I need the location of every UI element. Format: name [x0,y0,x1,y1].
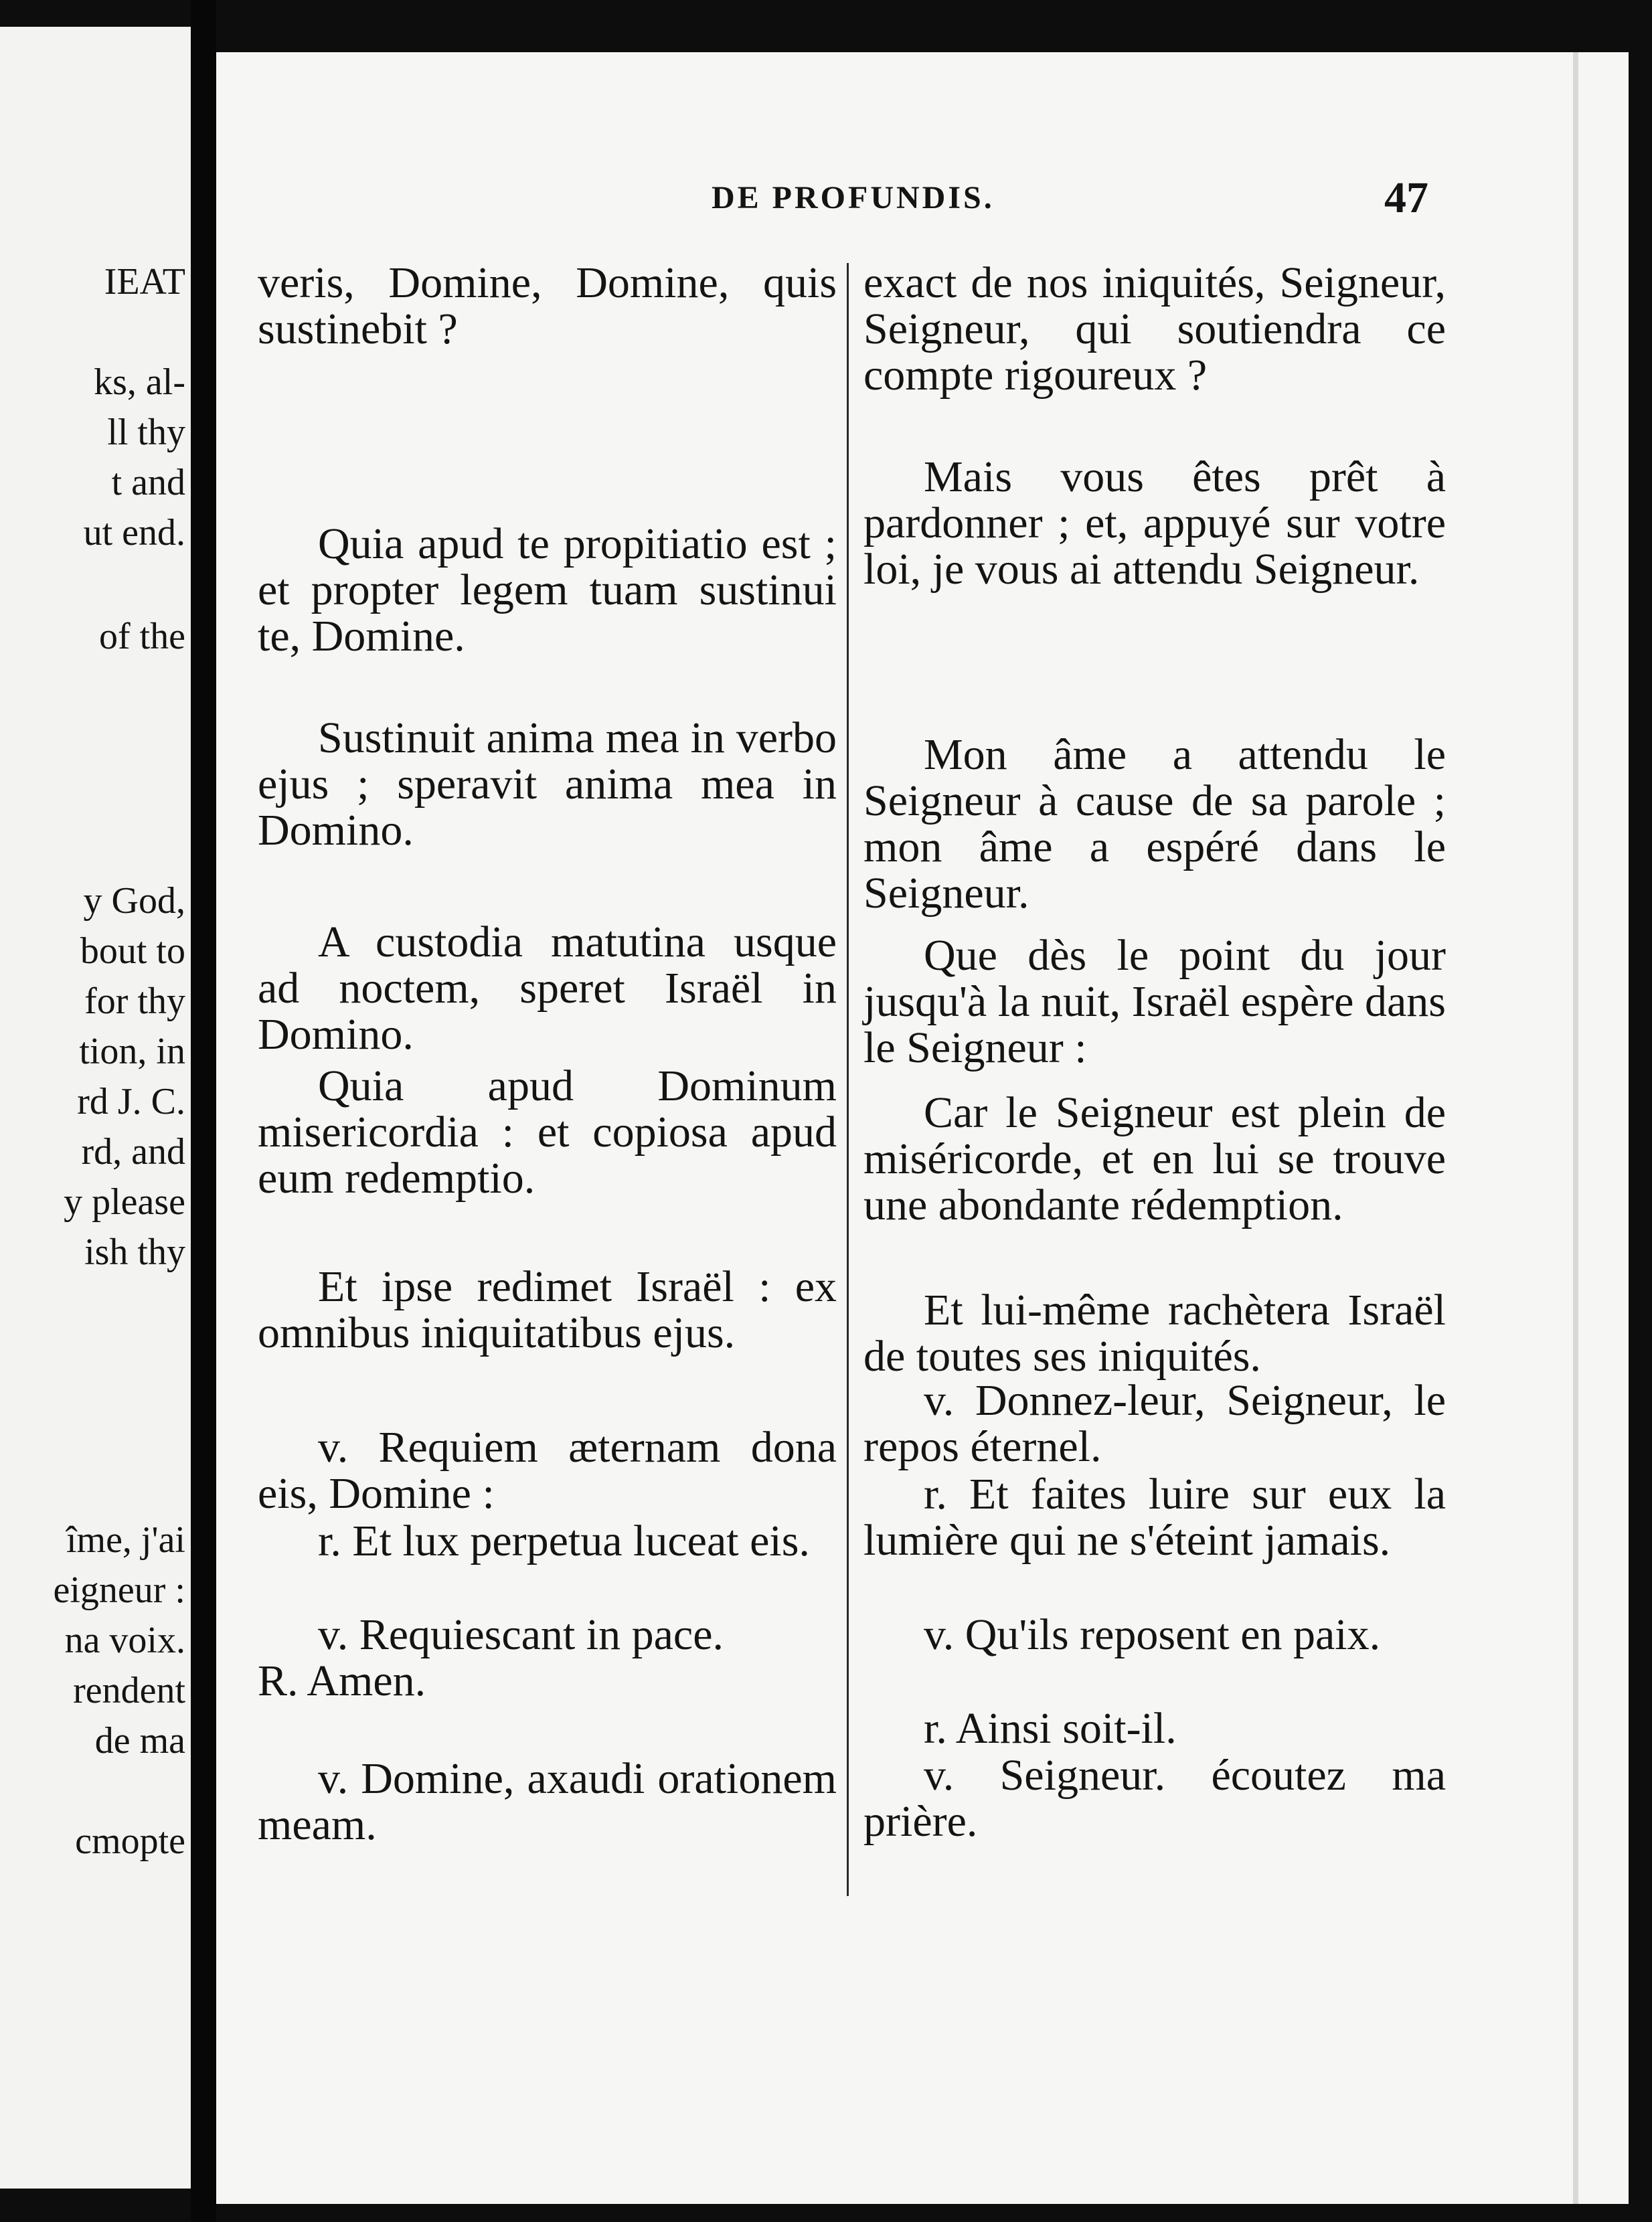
latin-paragraph: r. Et lux perpetua luceat eis. [318,1517,810,1565]
previous-page-line: t and [111,462,185,503]
latin-paragraph: veris, Domine, Domine, quis sustinebit ? [258,258,837,353]
latin-paragraph: Sustinuit anima mea in verbo ejus ; speravit anima mea in Domino. [258,713,837,855]
latin-paragraph: Quia apud Dominum misericordia : et copiosa apud eum redemptio. [258,1061,837,1203]
previous-page-line: y please [64,1181,185,1223]
previous-page-fragment [0,27,191,2189]
french-paragraph: v. Qu'ils reposent en paix. [924,1610,1381,1659]
french-paragraph: r. Et faites luire sur eux la lumière qui ne s'éteint jamais. [863,1470,1446,1565]
french-paragraph: Que dès le point du jour jusqu'à la nuit, Israël espère dans le Seigneur : [863,931,1446,1072]
french-paragraph: v. Donnez-leur, Seigneur, le repos éternel. [863,1376,1446,1471]
book-page [216,52,1629,2204]
previous-page-line: îme, j'ai [66,1519,185,1561]
previous-page-line: cmopte [75,1820,185,1862]
running-head: DE PROFUNDIS. [712,180,995,216]
previous-page-line: ll thy [107,412,185,453]
latin-paragraph: A custodia matutina usque ad noctem, speret Israël in Domino. [258,918,837,1059]
previous-page-line: ks, al- [94,361,185,403]
previous-page-line: y God, [83,880,185,922]
previous-page-line: ish thy [84,1231,185,1273]
previous-page-line: tion, in [79,1031,185,1072]
previous-page-line: eigneur : [53,1569,185,1611]
french-paragraph: Et lui-même rachètera Israël de toutes ses iniquités. [863,1286,1446,1381]
latin-paragraph: R. Amen. [258,1656,426,1705]
french-paragraph: Mon âme a attendu le Seigneur à cause de sa parole ; mon âme a espéré dans le Seigneur. [863,730,1446,918]
french-paragraph: v. Seigneur. écoutez ma prière. [863,1751,1446,1846]
previous-page-line: rd J. C. [77,1081,185,1122]
latin-paragraph: v. Requiescant in pace. [318,1610,724,1659]
latin-paragraph: v. Domine, axaudi orationem meam. [258,1754,837,1849]
previous-page-line: bout to [80,930,185,972]
previous-page-line: rendent [73,1670,185,1711]
previous-page-line: of the [98,616,185,657]
french-paragraph: r. Ainsi soit-il. [924,1704,1177,1753]
previous-page-line: for thy [84,980,185,1022]
page-edge [1573,52,1578,2204]
latin-paragraph: Et ipse redimet Israël : ex omnibus iniquitatibus ejus. [258,1262,837,1357]
previous-page-line: rd, and [81,1131,185,1173]
column-divider [847,263,849,1896]
french-paragraph: exact de nos iniquités, Seigneur, Seigneur, qui soutiendra ce compte rigoureux ? [863,258,1446,400]
latin-paragraph: Quia apud te propitiatio est ; et propter legem tuam sustinui te, Domine. [258,519,837,661]
latin-paragraph: v. Requiem æternam dona eis, Domine : [258,1423,837,1518]
page-number: 47 [1384,173,1428,222]
french-paragraph: Car le Seigneur est plein de miséricorde, et en lui se trouve une abondante rédemption. [863,1088,1446,1229]
french-paragraph: Mais vous êtes prêt à pardonner ; et, appuyé sur votre loi, je vous ai attendu Seigneur. [863,452,1446,594]
previous-page-line: de ma [94,1720,185,1762]
previous-page-line: IEAT [104,261,185,303]
book-gutter [191,0,216,2222]
previous-page-line: ut end. [83,512,185,553]
previous-page-line: na voix. [64,1620,185,1661]
